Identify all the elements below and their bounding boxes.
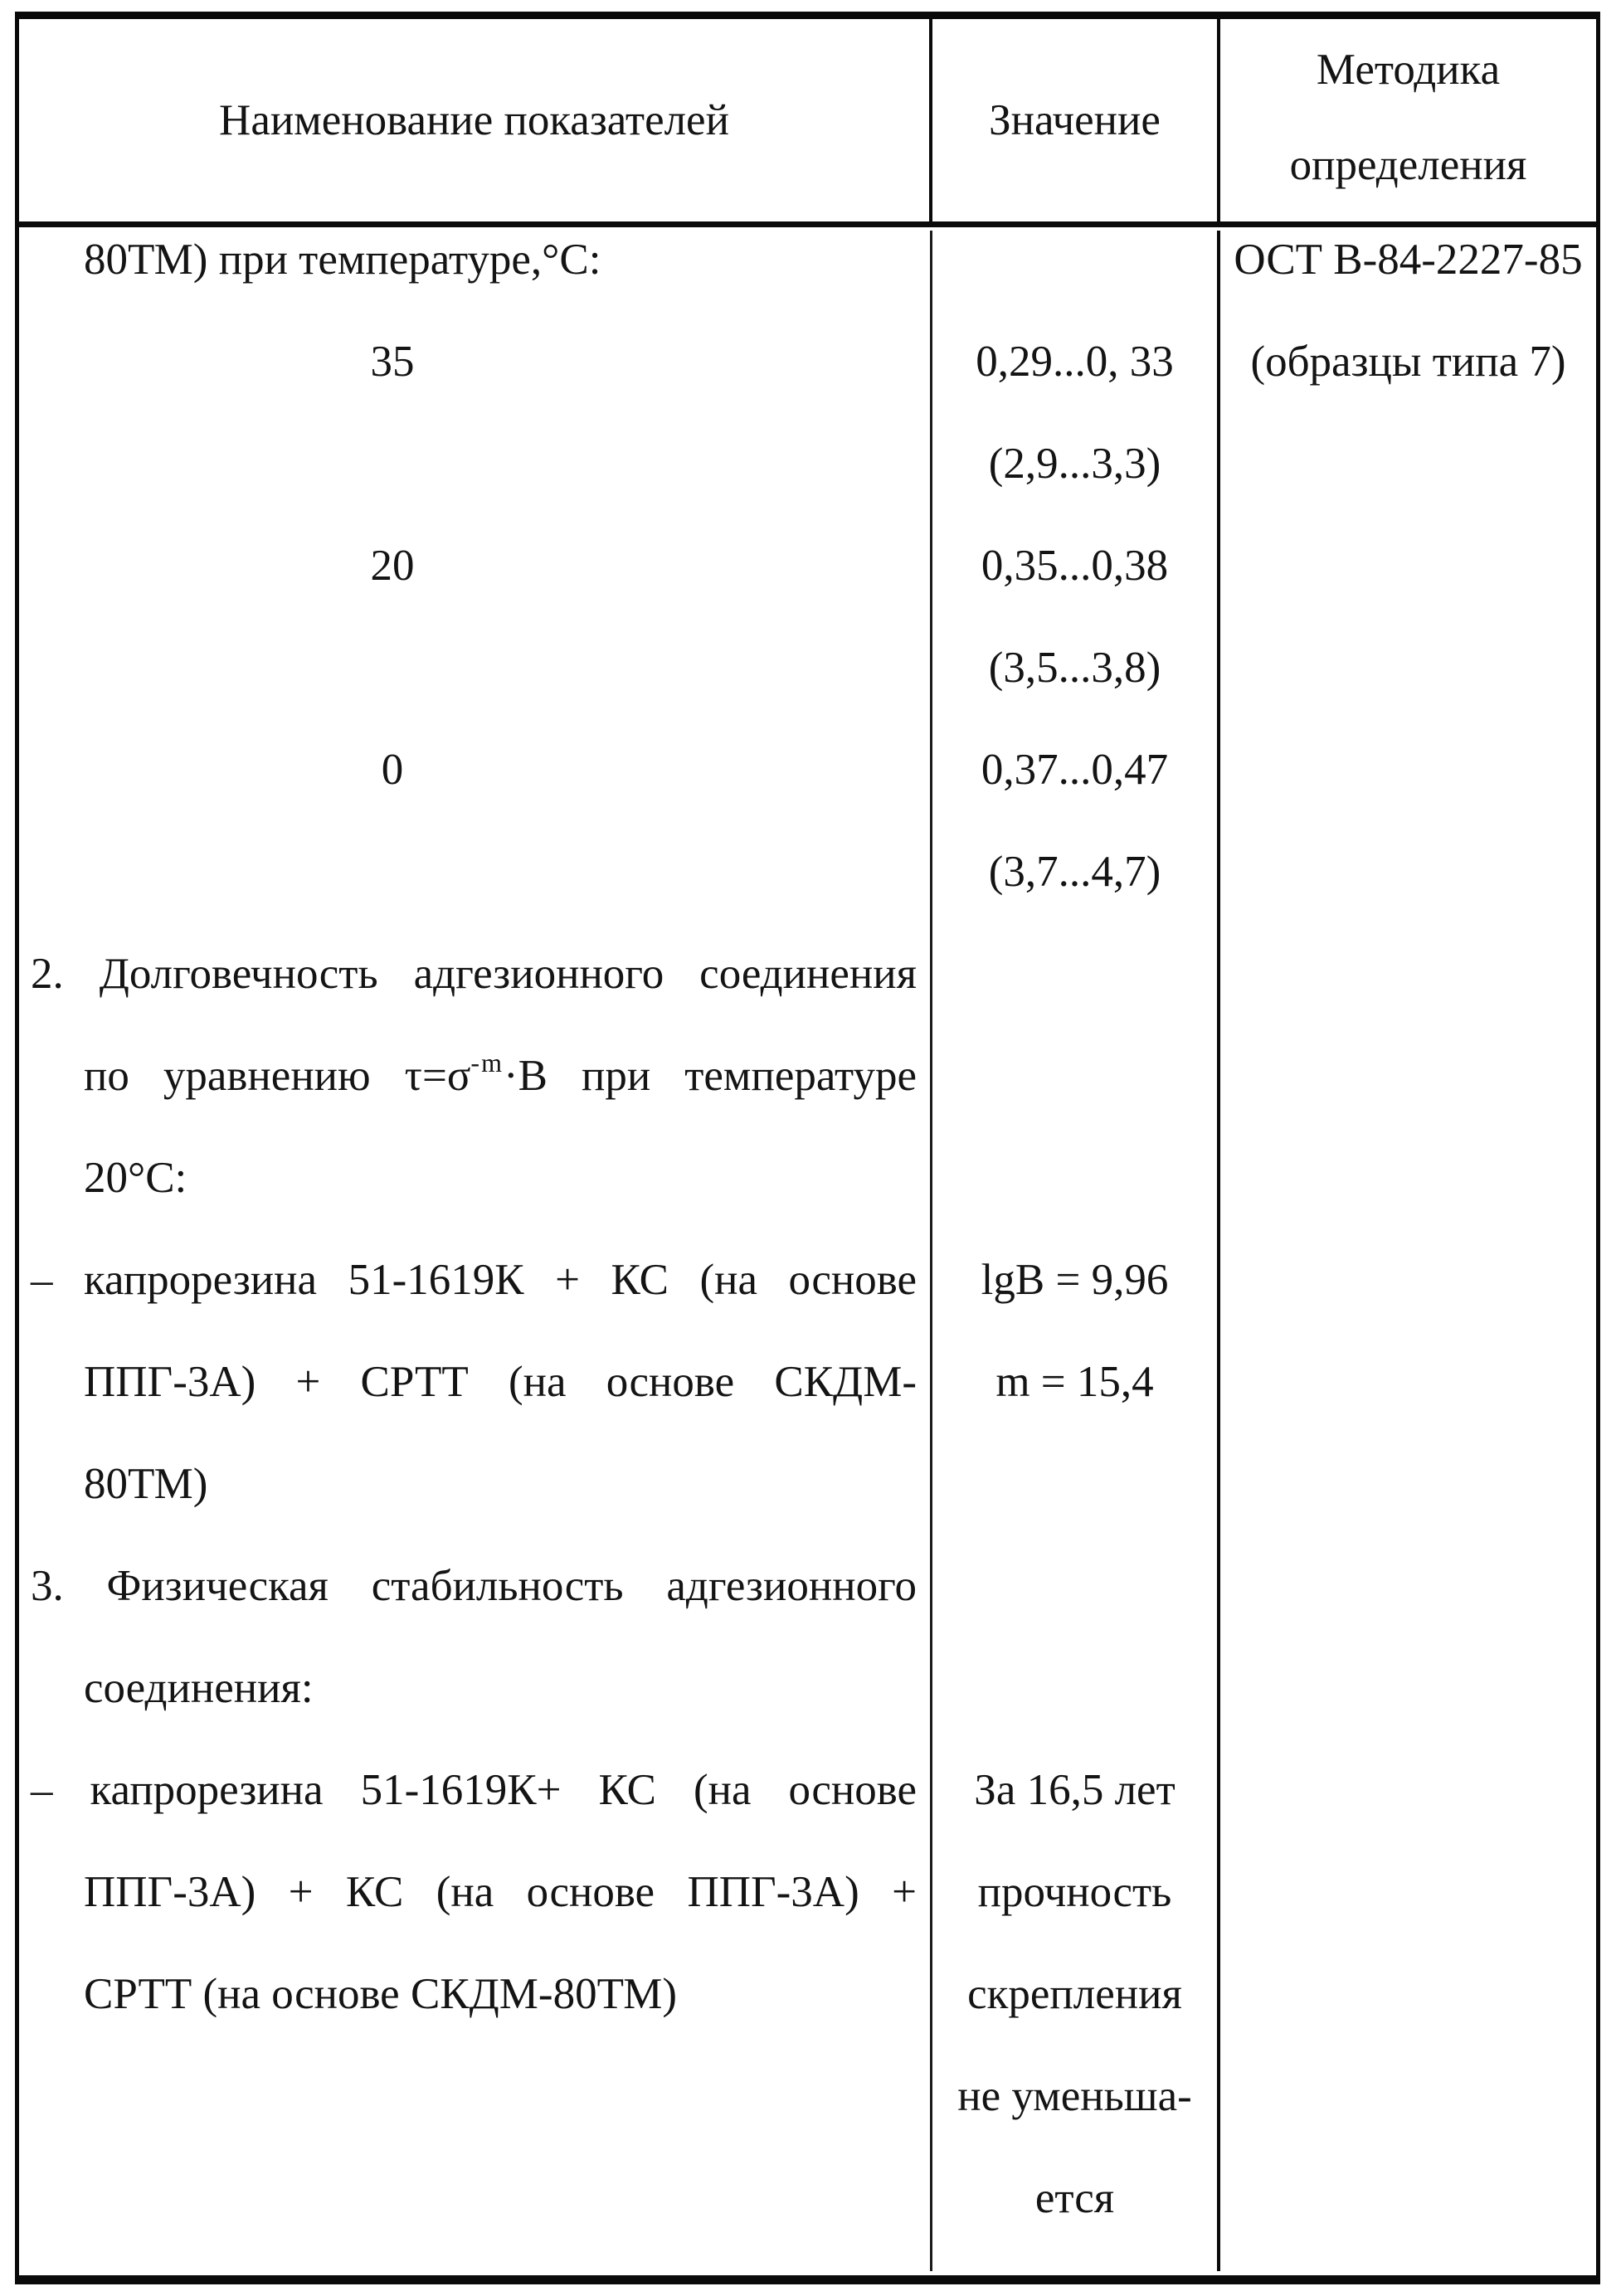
table-row — [19, 2067, 1596, 2169]
formula-pre: по уравнению τ=σ — [84, 1052, 471, 1100]
indicator-item-2: 2. Долговечность адгезионного соединения — [19, 945, 932, 1047]
indicator-line: СРТТ (на основе СКДМ-80ТМ) — [19, 1965, 932, 2067]
indicator-line: 80ТМ) — [19, 1455, 932, 1557]
method-line — [1220, 843, 1596, 945]
value-line — [932, 1047, 1220, 1149]
header-method-line2: определения — [1289, 141, 1527, 189]
value-line: За 16,5 лет — [932, 1761, 1220, 1863]
table-row — [19, 1251, 1596, 1353]
value-line: скрепления — [932, 1965, 1220, 2067]
method-line — [1220, 945, 1596, 1047]
table-row — [19, 1047, 1596, 1149]
formula-exponent: -m — [470, 1048, 504, 1077]
value-line: lgB = 9,96 — [932, 1251, 1220, 1353]
table-row — [19, 333, 1596, 435]
method-line: (образцы типа 7) — [1250, 338, 1566, 386]
table-header-row — [19, 19, 1596, 227]
method-line — [1220, 1047, 1596, 1149]
method-line — [1220, 1863, 1596, 1965]
method-line — [1220, 741, 1596, 843]
table-row — [19, 2169, 1596, 2271]
indicator-line: 20°С: — [19, 1149, 932, 1251]
indicator-dash-item: – капрорезина 51-1619К+ КС (на основе — [19, 1761, 932, 1863]
table-row — [19, 231, 1596, 333]
table-row — [19, 1863, 1596, 1965]
value-line: (3,7...4,7) — [932, 843, 1220, 945]
table-row — [19, 639, 1596, 741]
value-line: прочность — [932, 1863, 1220, 1965]
value-line — [932, 1557, 1220, 1659]
header-cell-indicator-name: Наименование показателей — [19, 19, 932, 221]
indicator-line: 80ТМ) при температуре,°С: — [19, 231, 932, 333]
indicator-line: соединения: — [19, 1659, 932, 1761]
table-row — [19, 1149, 1596, 1251]
table-row — [19, 1455, 1596, 1557]
temperature-value: 20 — [370, 542, 415, 590]
table-row — [19, 1353, 1596, 1455]
table-row — [19, 1965, 1596, 2067]
method-line — [1220, 1353, 1596, 1455]
indicator-dash-item: – капрорезина 51-1619К + КС (на основе — [19, 1251, 932, 1353]
value-line: не уменьша- — [932, 2067, 1220, 2169]
indicator-item-3: 3. Физическая стабильность адгезионного — [19, 1557, 932, 1659]
method-line — [1220, 1659, 1596, 1761]
value-line — [932, 1455, 1220, 1557]
value-line — [932, 945, 1220, 1047]
header-method-line1: Методика — [1316, 46, 1501, 94]
value-line: (3,5...3,8) — [932, 639, 1220, 741]
table-row — [19, 1659, 1596, 1761]
value-line: (2,9...3,3) — [932, 435, 1220, 537]
method-line — [1220, 1149, 1596, 1251]
table-row — [19, 843, 1596, 945]
value-line: ется — [932, 2169, 1220, 2271]
method-line — [1220, 1251, 1596, 1353]
indicator-line: ППГ-3А) + СРТТ (на основе СКДМ- — [19, 1353, 932, 1455]
method-line — [1220, 639, 1596, 741]
method-line — [1220, 1557, 1596, 1659]
value-line — [932, 1149, 1220, 1251]
method-line — [1220, 2067, 1596, 2169]
temperature-value: 35 — [370, 338, 415, 386]
value-line — [932, 1659, 1220, 1761]
header-cell-method — [1220, 19, 1596, 221]
value-line: 0,37...0,47 — [932, 741, 1220, 843]
table-row — [19, 537, 1596, 639]
table-row — [19, 741, 1596, 843]
indicator-line — [19, 2169, 932, 2271]
table-row — [19, 1557, 1596, 1659]
table-row — [19, 1761, 1596, 1863]
value-line: 0,35...0,38 — [932, 537, 1220, 639]
indicator-line — [19, 843, 932, 945]
method-line: ОСТ В-84-2227-85 — [1234, 236, 1583, 284]
indicator-line: ППГ-3А) + КС (на основе ППГ-3А) + — [19, 1863, 932, 1965]
table-body — [19, 231, 1596, 2271]
table-row — [19, 945, 1596, 1047]
indicator-line — [19, 2067, 932, 2169]
table-row — [19, 435, 1596, 537]
value-line: 0,29...0, 33 — [932, 333, 1220, 435]
formula-post: ·В при температуре — [503, 1052, 917, 1100]
method-line — [1220, 1761, 1596, 1863]
value-line: m = 15,4 — [932, 1353, 1220, 1455]
method-line — [1220, 537, 1596, 639]
indicator-line — [19, 435, 932, 537]
header-cell-value: Значение — [932, 19, 1220, 221]
method-line — [1220, 1455, 1596, 1557]
method-line — [1220, 2169, 1596, 2271]
temperature-value: 0 — [381, 746, 404, 794]
method-line — [1220, 1965, 1596, 2067]
indicator-formula-line — [19, 1047, 932, 1149]
indicator-line — [19, 639, 932, 741]
method-line — [1220, 435, 1596, 537]
value-line — [932, 231, 1220, 333]
